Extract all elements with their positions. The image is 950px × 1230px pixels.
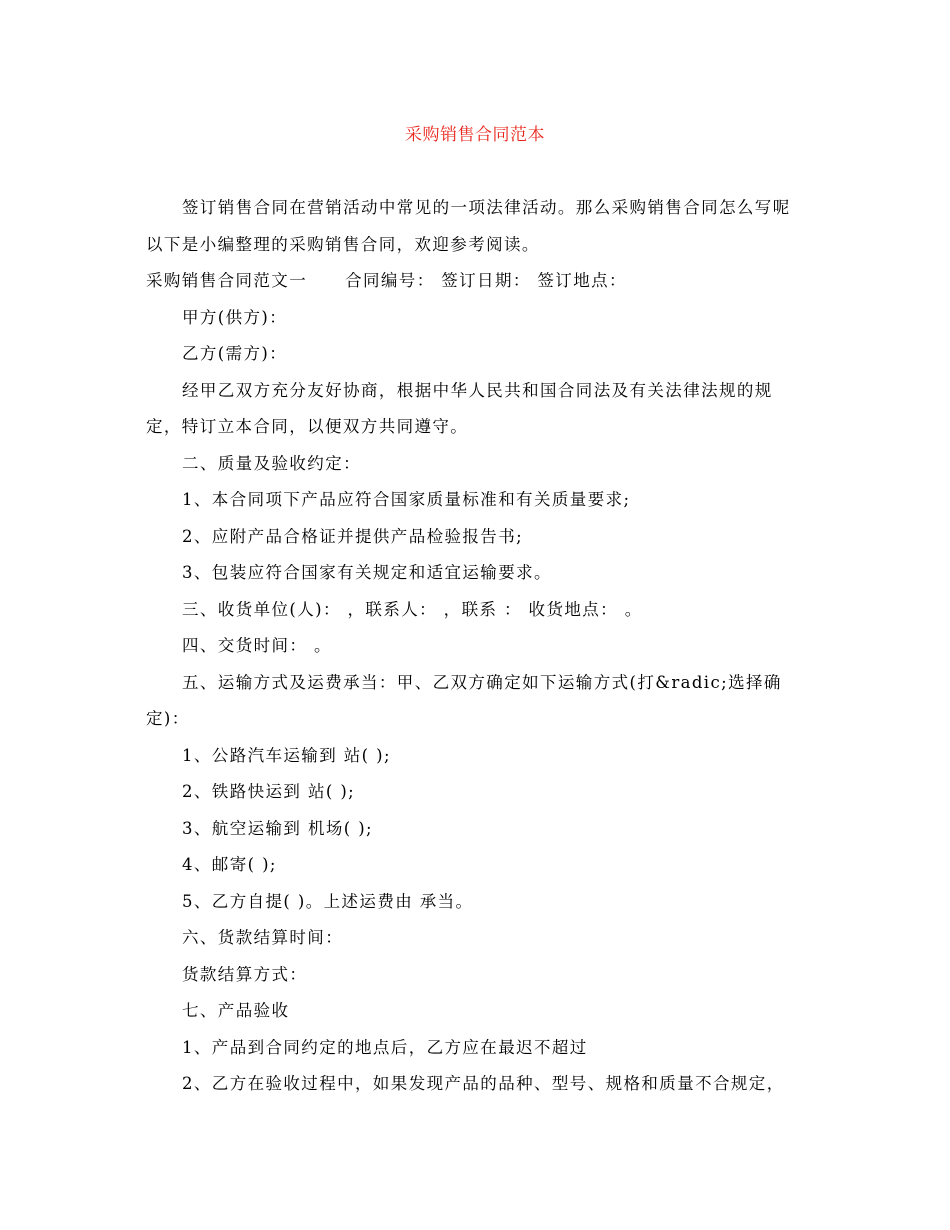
section-payment-time: 六、货款结算时间： (182, 928, 344, 947)
transport-item-3: 3、航空运输到 机场( ); (182, 818, 374, 838)
document-title: 采购销售合同范本 (405, 125, 545, 145)
section-receiver: 三、收货单位(人)： ，联系人： ，联系 ： 收货地点： 。 (182, 599, 643, 619)
contract-header-line (146, 263, 804, 300)
section-transport: 五、运输方式及运费承当：甲、乙双方确定如下运输方式(打&radic;选择确定)： (146, 672, 782, 728)
quality-item-3: 3、包装应符合国家有关规定和适宜运输要求。 (182, 563, 552, 582)
contract-fields: 合同编号： 签订日期： 签订地点： (345, 271, 627, 290)
quality-item-1: 1、本合同项下产品应符合国家质量标准和有关质量要求; (182, 490, 631, 509)
payment-method-line: 货款结算方式： (182, 964, 308, 984)
quality-item-2: 2、应附产品合格证并提供产品检验报告书; (182, 526, 524, 546)
party-a-line: 甲方(供方)： (182, 307, 288, 327)
section-inspection: 七、产品验收 (182, 1001, 290, 1020)
intro-paragraph: 签订销售合同在营销活动中常见的一项法律活动。那么采购销售合同怎么写呢以下是小编整理的采购销售合同，欢迎参考阅读。 (146, 198, 791, 254)
inspection-item-1: 1、产品到合同约定的地点后，乙方应在最迟不超过 (182, 1037, 588, 1057)
document-body (146, 190, 804, 1103)
transport-item-4: 4、邮寄( ); (182, 855, 277, 874)
transport-item-2: 2、铁路快运到 站( ); (182, 782, 356, 801)
transport-item-1: 1、公路汽车运输到 站( ); (182, 745, 391, 765)
section-delivery-time: 四、交货时间： 。 (182, 636, 332, 655)
section-quality-heading: 二、质量及验收约定： (182, 453, 361, 473)
party-b-line: 乙方(需方)： (182, 344, 288, 363)
preamble-paragraph: 经甲乙双方充分友好协商，根据中华人民共和国合同法及有关法律法规的规定，特订立本合同，以便双方共同遵守。 (146, 380, 773, 436)
contract-heading: 采购销售合同范文一 (146, 271, 308, 290)
transport-item-5: 5、乙方自提( )。上述运费由 承当。 (182, 891, 474, 911)
inspection-item-2: 2、乙方在验收过程中，如果发现产品的品种、型号、规格和质量不合规定， (182, 1074, 785, 1093)
